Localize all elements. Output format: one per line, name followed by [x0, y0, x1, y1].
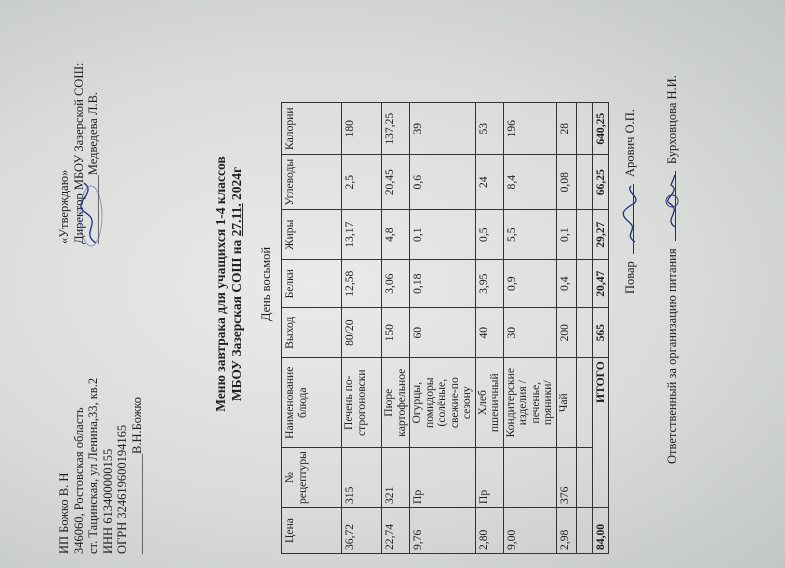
table-total-row: [592, 103, 608, 554]
signatures-block: [623, 75, 707, 464]
cell-carbs: 20,45: [381, 155, 409, 210]
supplier-address-region: 346060, Ростовская область: [71, 407, 86, 554]
col-recipe-header: № рецептуры: [281, 448, 341, 508]
cell-kcal: [576, 103, 592, 155]
table-row: [409, 103, 475, 554]
cell-kcal: 180: [341, 103, 381, 155]
cell-kcal: 137,25: [381, 103, 409, 155]
supplier-header: [57, 378, 145, 554]
supplier-signature-name: В.Н.Божко: [129, 396, 144, 454]
cell-price: 22,74: [381, 508, 409, 554]
supplier-address-street: ст. Тацинская, ул Ленина,33, кв.2: [85, 377, 100, 554]
menu-title-school: МБОУ Зазерская СОШ на: [228, 239, 244, 402]
cell-recipe: 376: [556, 448, 576, 508]
menu-date: 27.11.: [228, 203, 244, 237]
menu-title: [213, 4, 245, 564]
total-carbs: 66,25: [592, 155, 608, 210]
cell-output: 150: [381, 308, 409, 358]
cook-signature-row: [623, 75, 665, 464]
cell-price: 2,80: [475, 508, 503, 554]
cell-recipe: [576, 448, 592, 508]
cell-output: 30: [503, 308, 556, 358]
supplier-name: ИП Божко В. Н: [56, 472, 71, 554]
approval-signature-row: ___________Медведева Л.В.: [86, 63, 101, 244]
cell-output: 60: [409, 308, 475, 358]
cell-name: Хлеб пшеничный: [475, 358, 503, 448]
approval-label: «Утверждаю»: [56, 169, 71, 244]
cell-output: 200: [556, 308, 576, 358]
menu-table: [281, 102, 609, 554]
cell-carbs: 0,6: [409, 155, 475, 210]
cell-price: [576, 508, 592, 554]
cell-fat: 0,5: [475, 210, 503, 260]
cell-protein: [576, 260, 592, 308]
cell-fat: 0,1: [556, 210, 576, 260]
cell-price: 2,98: [556, 508, 576, 554]
cell-name: [576, 358, 592, 448]
supplier-ogrn: ОГРН 324619600194165: [114, 424, 129, 554]
cell-price: 9,00: [503, 508, 556, 554]
cook-label: Повар: [622, 261, 637, 294]
cell-recipe: 315: [341, 448, 381, 508]
cell-recipe: [503, 448, 556, 508]
table-row: [381, 103, 409, 554]
cell-name: Пюре картофельное: [381, 358, 409, 448]
cell-recipe: Пр: [409, 448, 475, 508]
cell-recipe: 321: [381, 448, 409, 508]
table-row: [341, 103, 381, 554]
col-kcal-header: Калории: [281, 103, 341, 155]
supplier-signature-row: ________________В.Н.Божко: [129, 396, 144, 554]
cell-fat: 4,8: [381, 210, 409, 260]
col-output-header: Выход: [281, 308, 341, 358]
table-row: [576, 103, 592, 554]
col-name-header: Наименование блюда: [281, 358, 341, 448]
col-protein-header: Белки: [281, 260, 341, 308]
cell-fat: 5,5: [503, 210, 556, 260]
col-fat-header: Жиры: [281, 210, 341, 260]
responsible-signature-icon: [661, 171, 683, 231]
col-price-header: Цена: [281, 508, 341, 554]
cell-protein: 3,95: [475, 260, 503, 308]
responsible-label: Ответственный за организацию питания: [664, 248, 679, 464]
cell-carbs: 0,08: [556, 155, 576, 210]
responsible-signature-line: [675, 171, 676, 241]
cell-output: 80/20: [341, 308, 381, 358]
table-row: [475, 103, 503, 554]
approval-signature-name: Медведева Л.В.: [85, 91, 100, 176]
cell-price: 36,72: [341, 508, 381, 554]
table-header-row: [281, 103, 341, 554]
cell-carbs: 8,4: [503, 155, 556, 210]
table-row: [556, 103, 576, 554]
supplier-inn: ИНН 613400000155: [100, 448, 115, 554]
cell-kcal: 53: [475, 103, 503, 155]
approval-position: Директор МБОУ Зазерской СОШ:: [71, 62, 86, 244]
col-carbs-header: Углеводы: [281, 155, 341, 210]
menu-sheet: [13, 4, 773, 564]
cook-name: Арович О.П.: [622, 109, 637, 177]
cell-kcal: 28: [556, 103, 576, 155]
cook-signature-line: [633, 184, 634, 254]
cell-protein: 12,58: [341, 260, 381, 308]
table-row: [503, 103, 556, 554]
cell-name: Огурцы, помидоры (солёные, свежие-по сезону: [409, 358, 475, 448]
cell-protein: 0,18: [409, 260, 475, 308]
cell-output: 40: [475, 308, 503, 358]
director-signature-icon: [78, 178, 104, 248]
cell-name: Печень по-строгоновски: [341, 358, 381, 448]
approval-header: [57, 63, 101, 244]
cell-name: Кондитерские изделия /печенье, пряники/: [503, 358, 556, 448]
total-price: 84,00: [592, 508, 608, 554]
cell-protein: 3,06: [381, 260, 409, 308]
total-kcal: 640,25: [592, 103, 608, 155]
menu-title-line2: [229, 4, 245, 564]
cell-carbs: [576, 155, 592, 210]
responsible-signature-row: [665, 75, 707, 464]
cell-kcal: 196: [503, 103, 556, 155]
cook-signature-icon: [619, 184, 641, 244]
cell-protein: 0,9: [503, 260, 556, 308]
menu-day: День восьмой: [258, 246, 273, 322]
cell-carbs: 24: [475, 155, 503, 210]
menu-title-line1: Меню завтрака для учащихся 1-4 классов: [212, 156, 228, 412]
menu-year: 2024г: [228, 166, 244, 200]
cell-output: [576, 308, 592, 358]
cell-carbs: 2,5: [341, 155, 381, 210]
cell-price: 9,76: [409, 508, 475, 554]
total-output: 565: [592, 308, 608, 358]
responsible-name: Бурховцова Н.И.: [664, 75, 679, 165]
cell-kcal: 39: [409, 103, 475, 155]
cell-fat: 13,17: [341, 210, 381, 260]
total-protein: 20,47: [592, 260, 608, 308]
total-label: ИТОГО: [592, 358, 608, 508]
cell-recipe: Пр: [475, 448, 503, 508]
cell-fat: [576, 210, 592, 260]
cell-name: Чай: [556, 358, 576, 448]
cell-fat: 0,1: [409, 210, 475, 260]
cell-protein: 0,4: [556, 260, 576, 308]
total-fat: 29,27: [592, 210, 608, 260]
